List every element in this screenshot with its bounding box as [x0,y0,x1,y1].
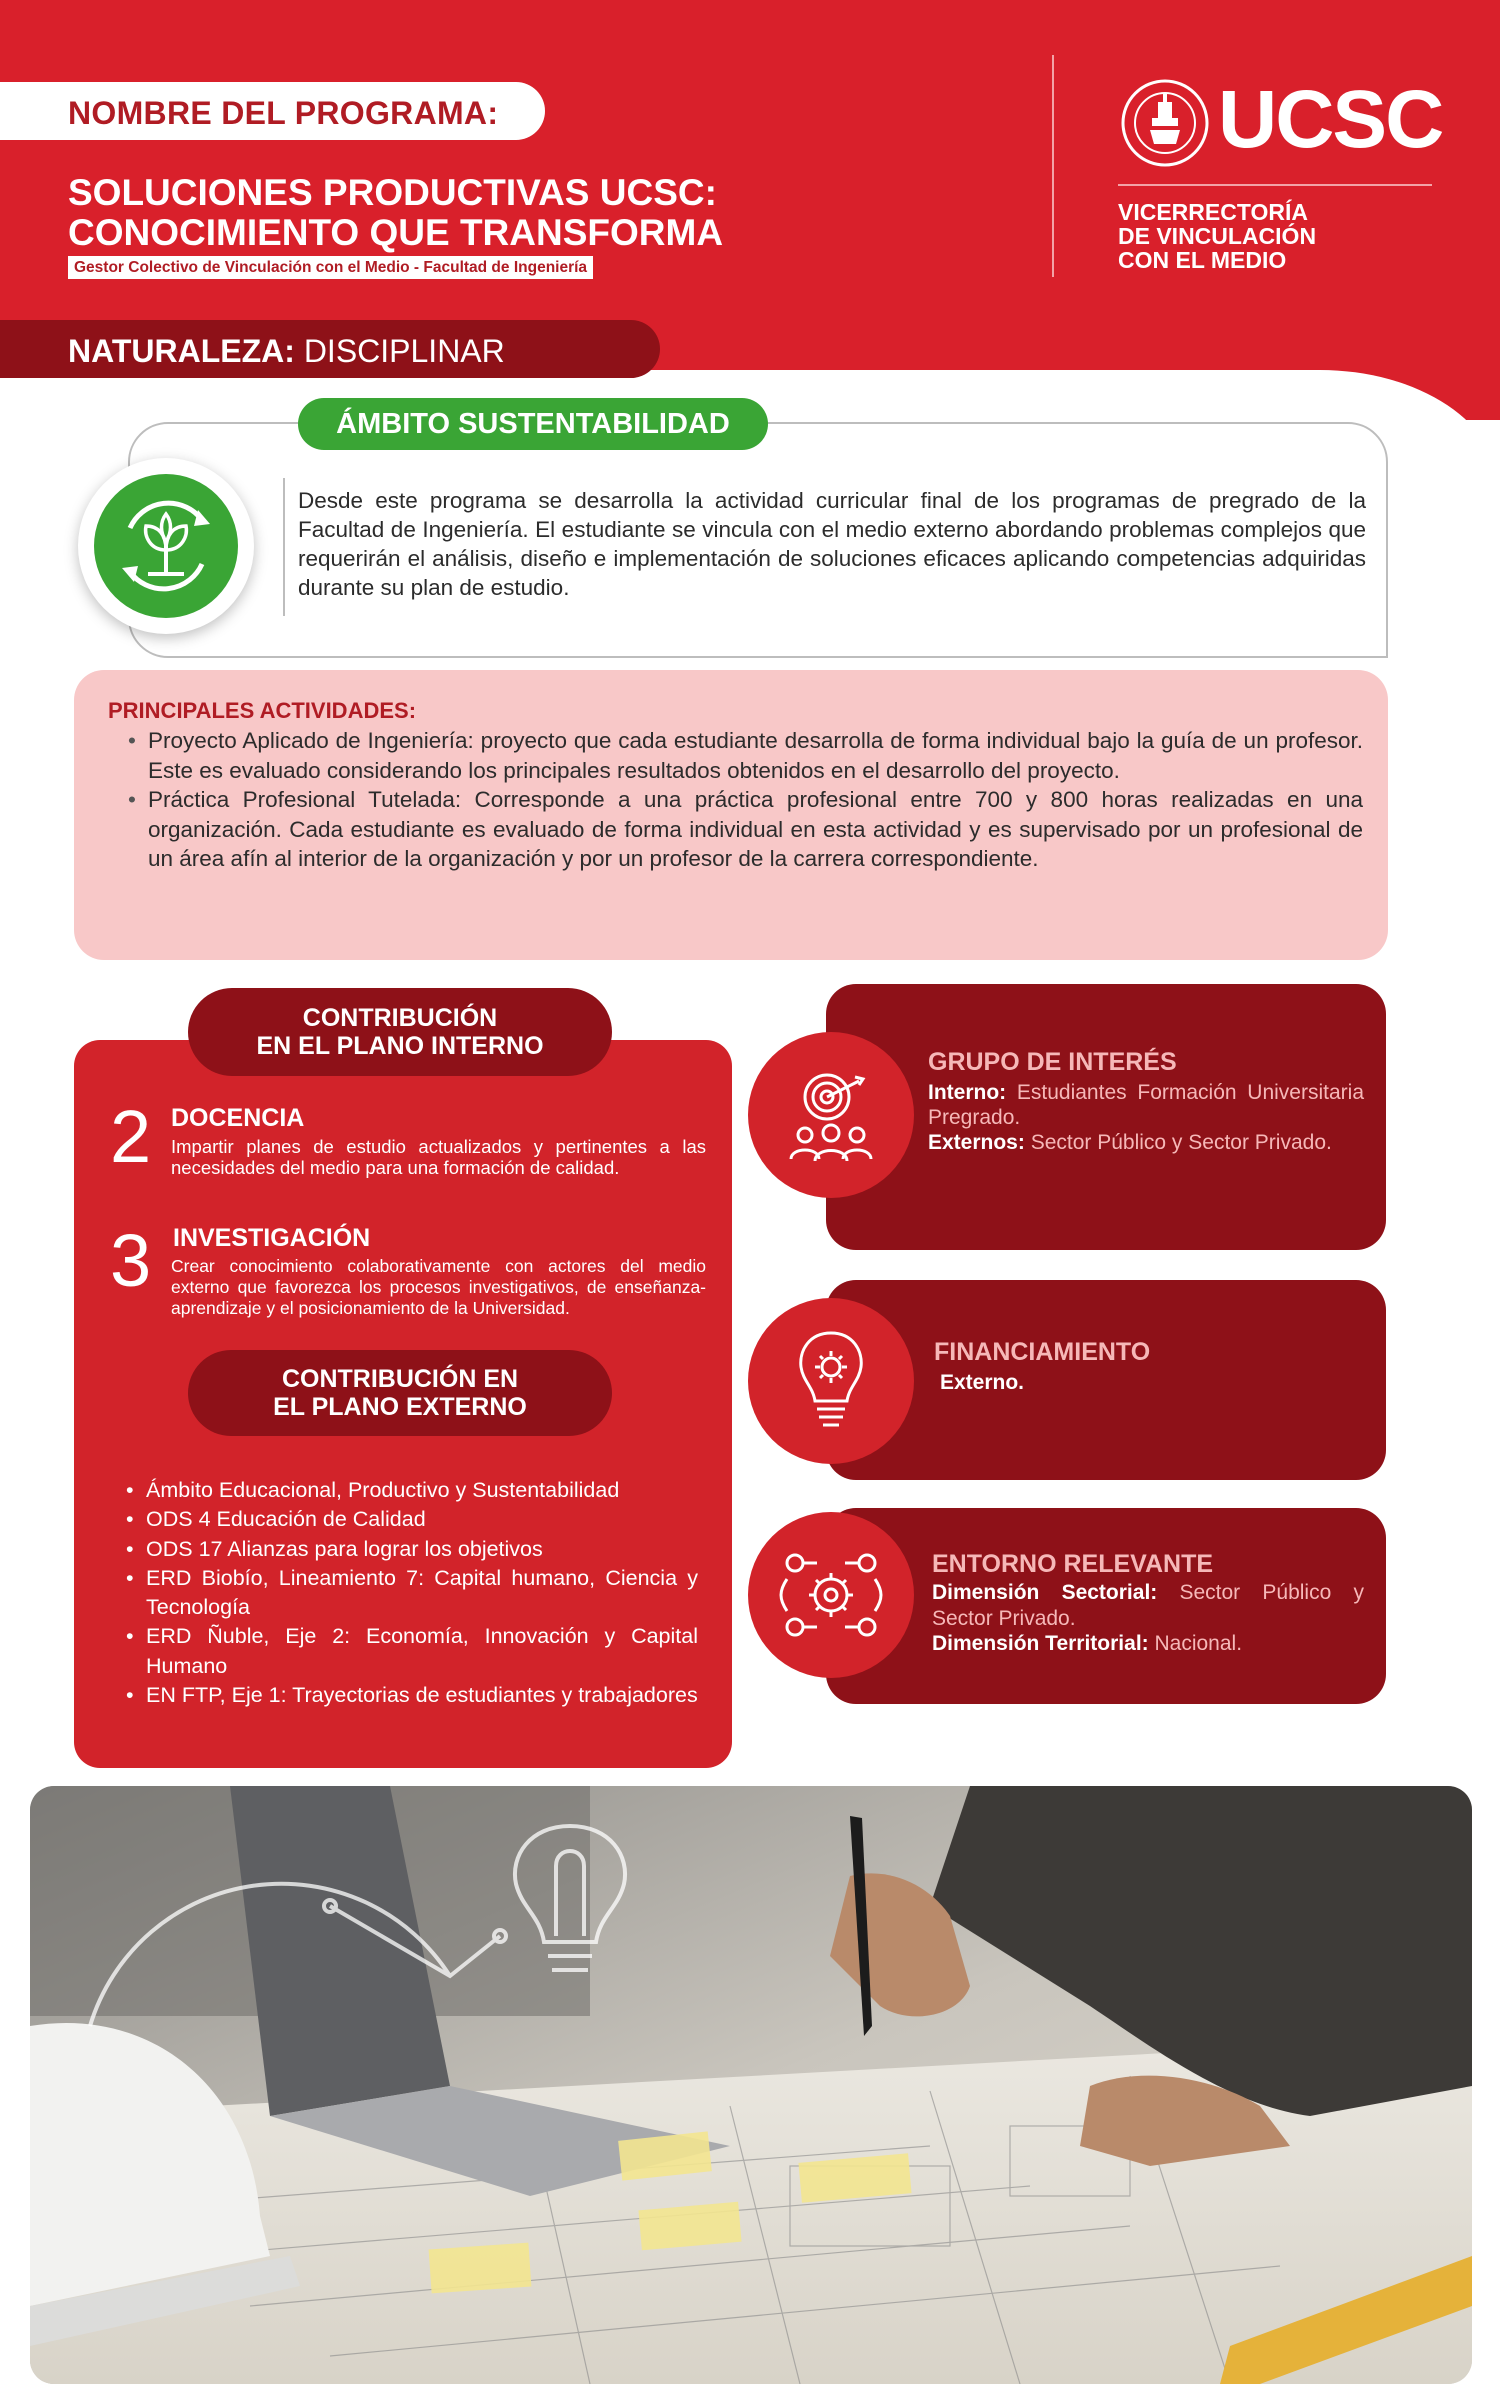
entorno-territorial-value: Nacional. [1148,1632,1243,1655]
ucsc-seal-logo [1120,78,1210,168]
list-item: • ERD Ñuble, Eje 2: Economía, Innovación y Capital Humano [146,1622,698,1681]
investigacion-heading: INVESTIGACIÓN [173,1224,371,1252]
program-title-line1: SOLUCIONES PRODUCTIVAS UCSC: [68,172,717,213]
list-item: • ODS 17 Alianzas para lograr los objetivos [146,1535,698,1564]
grupo-interno-value: Estudiantes Formación Universitaria Pregrado. [928,1081,1364,1129]
contribucion-externo-title [188,1350,612,1436]
grupo-interno-label: Interno: [928,1081,1007,1104]
ucsc-logo-text: UCSC [1218,74,1443,165]
entorno-text [932,1580,1364,1657]
docencia-number: 2 [110,1095,152,1178]
ambito-label: ÁMBITO SUSTENTABILIDAD [298,398,768,450]
entorno-sectorial-value: Sector Público y Sector Privado. [932,1581,1364,1630]
externo-title-line2: EL PLANO EXTERNO [273,1393,527,1421]
grupo-interes-icon-circle [748,1032,914,1198]
actividades-title: PRINCIPALES ACTIVIDADES: [108,698,417,723]
list-item: • ODS 4 Educación de Calidad [146,1505,698,1534]
header-divider [1052,55,1054,277]
list-item: • Práctica Profesional Tutelada: Corresponde a una práctica profesional entre 700 y 800 horas realizadas en una organización. Cada estudiante es evaluado de forma individual en esta actividad y es supervisado por un profesional de un área afín al interior de la organización y por un profesor de la carrera correspondiente. [148,785,1363,874]
vicerrectoria-label [1118,200,1438,272]
entorno-sectorial-line [932,1580,1364,1631]
entorno-icon-circle [748,1512,914,1678]
naturaleza-text [68,333,505,370]
vice-line1: VICERRECTORÍA [1118,199,1308,225]
naturaleza-label: NATURALEZA: [68,333,295,369]
grupo-interes-text [928,1080,1364,1155]
financiamiento-value: Externo. [940,1371,1025,1394]
financiamiento-title: FINANCIAMIENTO [934,1338,1151,1366]
grupo-interes-title: GRUPO DE INTERÉS [928,1048,1177,1076]
sustentabilidad-divider [283,478,285,616]
interno-title-line1: CONTRIBUCIÓN [302,1004,498,1032]
naturaleza-pill [0,320,660,378]
docencia-text: Impartir planes de estudio actualizados y pertinentes a las necesidades del medio para una formación de calidad. [171,1136,706,1178]
grupo-externos-line [928,1130,1364,1155]
entorno-territorial-line [932,1631,1364,1657]
contribucion-externo-list [146,1476,698,1710]
program-subtitle: Gestor Colectivo de Vinculación con el Medio - Facultad de Ingeniería [68,256,593,279]
network-gear-icon [771,1535,891,1655]
program-label-pill [0,82,545,140]
program-label: NOMBRE DEL PROGRAMA: [68,95,499,131]
investigacion-text: Crear conocimiento colaborativamente con actores del medio externo que favorezca los procesos investigativos, de enseñanza-aprendizaje y el posicionamiento de la Universidad. [171,1256,706,1318]
vice-line2: DE VINCULACIÓN [1118,223,1317,249]
program-title-line2: CONOCIMIENTO QUE TRANSFORMA [68,212,724,253]
engineering-photo [30,1786,1472,2384]
entorno-title: ENTORNO RELEVANTE [932,1550,1214,1578]
sustainability-leaf-icon [90,470,242,622]
actividades-list [148,726,1363,874]
interno-title-line2: EN EL PLANO INTERNO [256,1032,544,1060]
lightbulb-gear-icon [771,1321,891,1441]
naturaleza-value: DISCIPLINAR [294,333,505,369]
list-item: • Proyecto Aplicado de Ingeniería: proyecto que cada estudiante desarrolla de forma individual bajo la guía de un profesor. Este es evaluado considerando los principales resultados obtenidos en el desarrollo del proyecto. [148,726,1363,785]
investigacion-number: 3 [110,1219,152,1302]
list-item: • ERD Biobío, Lineamiento 7: Capital humano, Ciencia y Tecnología [146,1564,698,1623]
target-people-icon [771,1055,891,1175]
logo-underline [1118,184,1432,186]
ambito-description: Desde este programa se desarrolla la actividad curricular final de los programas de pregrado de la Facultad de Ingeniería. El estudiante se vincula con el medio externo abordando problemas complejos que requerirán el análisis, diseño e implementación de soluciones eficaces aplicando competencias adquiridas durante su plan de estudio. [298,488,1366,600]
contribucion-interno-title [188,988,612,1076]
list-item: • EN FTP, Eje 1: Trayectorias de estudiantes y trabajadores [146,1681,698,1710]
vice-line3: CON EL MEDIO [1118,247,1287,273]
engineer-blueprint-photo [30,1786,1472,2384]
sustentabilidad-icon-circle [78,458,254,634]
list-item: • Ámbito Educacional, Productivo y Sustentabilidad [146,1476,698,1505]
financiamiento-icon-circle [748,1298,914,1464]
grupo-externos-label: Externos: [928,1131,1025,1154]
docencia-heading: DOCENCIA [171,1104,305,1132]
grupo-externos-value: Sector Público y Sector Privado. [1024,1131,1332,1154]
program-title [68,173,768,253]
grupo-interno-line [928,1080,1364,1130]
entorno-sectorial-label: Dimensión Sectorial: [932,1581,1158,1604]
externo-title-line1: CONTRIBUCIÓN EN [281,1365,519,1393]
entorno-territorial-label: Dimensión Territorial: [932,1632,1149,1655]
